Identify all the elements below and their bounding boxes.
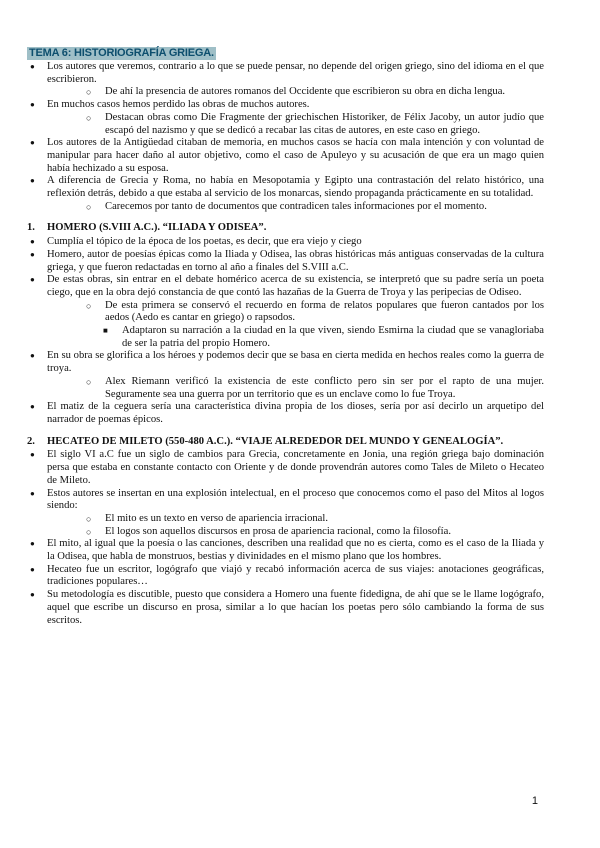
list-item: ● Hecateo fue un escritor, logógrafo que viajó y recabó información acerca de sus viajes: anotaciones geográficas, tradiciones populares… <box>27 564 544 589</box>
list-item: ● El siglo VI a.C fue un siglo de cambios para Grecia, concretamente en Jonia, una región griega bajo dominación persa que estaba en constante contacto con Oriente y de donde provendrán autores como Tales de Mileto o Hecateo de Mileto. <box>27 449 544 487</box>
list-item <box>27 61 544 99</box>
sub-list-item-text: De esta primera se conservó el recuerdo en forma de relatos populares que fueron cantados por los aedos (Aedo es cantar en griego) o rapsodos. <box>105 299 544 324</box>
list-item: ● Su metodología es discutible, puesto que considera a Homero una fuente fidedigna, de ahí que se le llame logógrafo, aquel que escribe un discurso en prosa, similar a lo que hacían los poetas pero sólo cambiando la forma de sus escritos. <box>27 589 544 627</box>
section-number: 1. <box>27 222 35 234</box>
sub-list-item: ○ El mito es un texto en verso de apariencia irracional. <box>86 513 544 526</box>
sub-list-item: ○ Destacan obras como Die Fragmente der griechischen Historiker, de Félix Jacoby, un autor judío que escapó del nazismo y que se dedicó a recabar las citas de autores, en este caso en griego. <box>86 112 544 137</box>
sub-list-item: ○ De ahí la presencia de autores romanos del Occidente que escribieron su obra en dicha lengua. <box>86 86 544 99</box>
sub-list-item: ○ Alex Riemann verificó la existencia de este conflicto pero sin ser por el rapto de una mujer. Seguramente sea una guerra por un territorio que es un enclave como lo fue Troya. <box>86 376 544 401</box>
list-item: ● El matiz de la ceguera sería una característica divina propia de los dioses, sería por así decirlo un arquetipo del narrador de poemas épicos. <box>27 401 544 426</box>
list-item: ● El mito, al igual que la poesía o las canciones, describen una realidad que no es cierta, como es el caso de la Iliada y la Odisea, que habla de monstruos, bestias y divinidades en el mismo plano que los hombres. <box>27 538 544 563</box>
homero-list <box>27 236 544 427</box>
list-item <box>27 350 544 401</box>
list-item <box>27 137 544 175</box>
sub-sub-list-item: ■ Adaptaron su narración a la ciudad en la que viven, siendo Esmirna la ciudad que se vanagloriaba de ser la patria del propio Homero. <box>103 325 544 350</box>
list-item <box>27 274 544 350</box>
hecateo-list <box>27 449 544 627</box>
sub-list-item: ○ Carecemos por tanto de documentos que contradicen tales informaciones por el momento. <box>86 201 544 214</box>
list-item-text: A diferencia de Grecia y Roma, no había en Mesopotamia y Egipto una contrastación del relato histórico, una reflexión detrás, debido a que estaba al servicio de los monarcas, siendo propaganda prácticamente en su totalidad. <box>47 175 544 200</box>
list-item: ● Cumplía el tópico de la época de los poetas, es decir, que era viejo y ciego <box>27 236 544 249</box>
list-item-text: Estos autores se insertan en una explosión intelectual, en el proceso que conocemos como el paso del Mitos al logos siendo: <box>47 487 544 512</box>
list-item-text: En su obra se glorifica a los héroes y podemos decir que se basa en cierta medida en hechos reales como la guerra de troya. <box>47 350 544 375</box>
list-item: ● Homero, autor de poesías épicas como la Iliada y Odisea, las obras históricas más antiguas conservadas de la cultura griega, y que fueron redactadas en torno al año a finales del S.VIII a.C. <box>27 249 544 274</box>
section-heading-homero <box>27 222 544 235</box>
sub-list-item <box>86 300 544 325</box>
list-item-text: Los autores de la Antigüedad citaban de memoria, en muchos casos se hacía con mala intención y con voluntad de manipular para hacer daño al autor objetivo, como el caso de Apuleyo y su acusación de que era un mago quien había hechizado a su esposa. <box>47 137 544 174</box>
page-number: 1 <box>531 795 538 807</box>
section-heading-text: HOMERO (S.VIII A.C.). “ILIADA Y ODISEA”. <box>47 222 267 234</box>
list-item <box>27 488 544 539</box>
list-item-text: Los autores que veremos, contrario a lo que se puede pensar, no depende del origen griego, sino del idioma en el que escribieron. <box>47 61 544 85</box>
page-title: TEMA 6: HISTORIOGRAFÍA GRIEGA. <box>29 47 214 59</box>
list-item-text: En muchos casos hemos perdido las obras de muchos autores. <box>47 99 310 111</box>
list-item <box>27 99 544 137</box>
document-content <box>27 47 544 627</box>
list-item-text: De estas obras, sin entrar en el debate homérico acerca de su existencia, se interpretó que su padre sería un poeta ciego, que en la obra dejó constancia de que contó las hazañas de la Guerra de Troya y las peripecias de Odiseo. <box>47 274 544 298</box>
section-heading-hecateo <box>27 436 544 449</box>
section-heading-text: HECATEO DE MILETO (550-480 A.C.). “VIAJE ALREDEDOR DEL MUNDO Y GENEALOGÍA”. <box>47 435 504 447</box>
list-item <box>27 175 544 213</box>
section-number: 2. <box>27 435 35 447</box>
sub-list-item: ○ El logos son aquellos discursos en prosa de apariencia racional, como la filosofía. <box>86 526 544 539</box>
intro-list <box>27 61 544 213</box>
